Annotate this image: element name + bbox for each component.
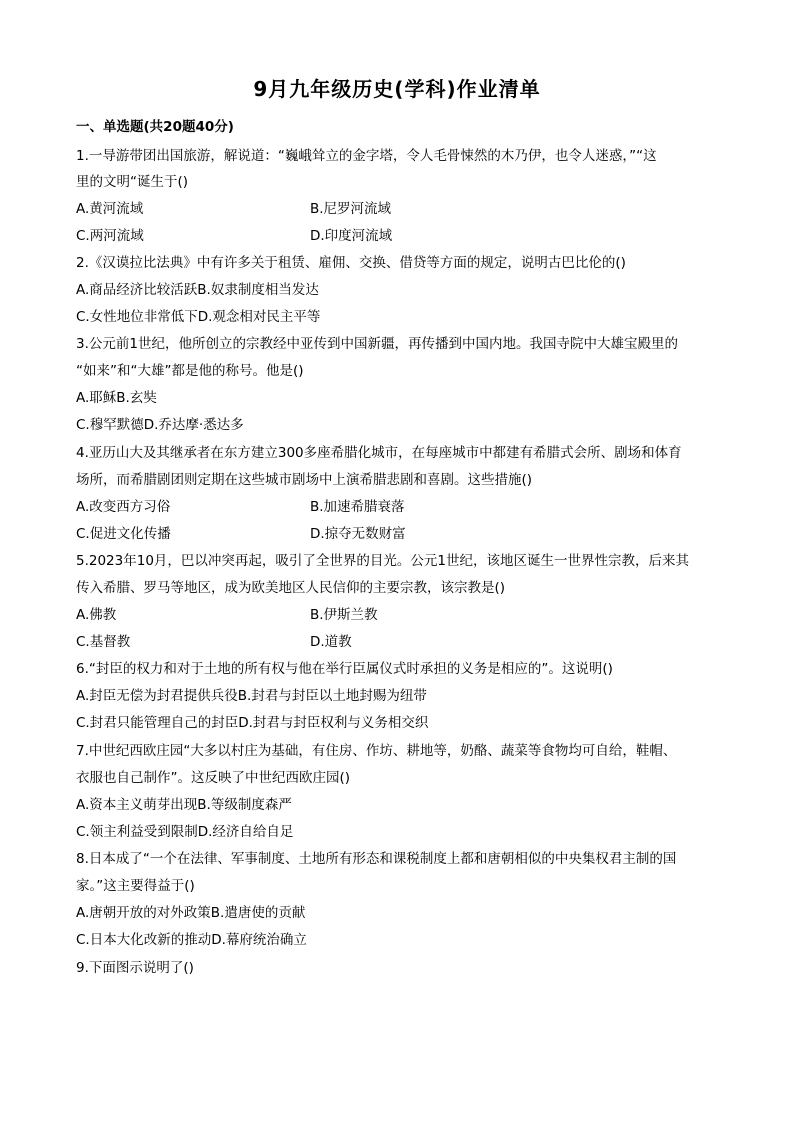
question-5-stem-line-1: 5.2023年10月，巴以冲突再起，吸引了全世界的目光。公元1世纪，该地区诞生一世界性宗教，后来其: [76, 553, 690, 569]
section-heading: 一、单选题(共20题40分): [76, 119, 234, 135]
question-1-stem-line-1: 1.一导游带团出国旅游，解说道：“巍峨耸立的金字塔，令人毛骨悚然的木乃伊，也令人迷惑，”“这: [76, 148, 657, 164]
question-4-option-d: D.掠夺无数财富: [310, 526, 406, 542]
question-7-stem-line-1: 7.中世纪西欧庄园“大多以村庄为基础，有住房、作坊、耕地等，奶酪、蔬菜等食物均可自给，鞋帽、: [76, 743, 677, 759]
question-3-options-ab: A.耶稣B.玄奘: [76, 390, 157, 406]
question-5-option-c: C.基督教: [76, 634, 131, 650]
question-1-option-d: D.印度河流域: [310, 228, 393, 244]
question-4-stem-line-2: 场所，而希腊剧团则定期在这些城市剧场中上演希腊悲剧和喜剧。这些措施(): [76, 472, 533, 488]
question-7-stem-line-2: 衣服也自己制作”。这反映了中世纪西欧庄园(): [76, 770, 351, 786]
question-1-option-c: C.两河流域: [76, 228, 144, 244]
question-7-options-cd: C.领主利益受到限制D.经济自给自足: [76, 824, 294, 840]
question-8-options-cd: C.日本大化改新的推动D.幕府统治确立: [76, 932, 307, 948]
question-3-stem-line-1: 3.公元前1世纪，他所创立的宗教经中亚传到中国新疆，再传播到中国内地。我国寺院中大雄宝殿里的: [76, 336, 678, 352]
question-8-stem-line-2: 家。”这主要得益于(): [76, 878, 195, 894]
question-3-options-cd: C.穆罕默德D.乔达摩·悉达多: [76, 417, 244, 433]
question-5-stem-line-2: 传入希腊、罗马等地区，成为欧美地区人民信仰的主要宗教，该宗教是(): [76, 580, 506, 596]
question-1-stem-line-2: 里的文明“诞生于(): [76, 174, 189, 190]
question-4-stem-line-1: 4.亚历山大及其继承者在东方建立300多座希腊化城市，在每座城市中都建有希腊式会所、剧场和体育: [76, 445, 682, 461]
question-5-option-a: A.佛教: [76, 607, 117, 623]
question-5-option-b: B.伊斯兰教: [310, 607, 378, 623]
question-4-option-c: C.促进文化传播: [76, 526, 171, 542]
question-1-option-a: A.黄河流域: [76, 201, 144, 217]
question-2-options-ab: A.商品经济比较活跃B.奴隶制度相当发达: [76, 282, 319, 298]
question-3-stem-line-2: “如来”和“大雄”都是他的称号。他是(): [76, 363, 304, 379]
question-7-options-ab: A.资本主义萌芽出现B.等级制度森严: [76, 797, 292, 813]
question-2-stem-line-1: 2.《汉谟拉比法典》中有许多关于租赁、雇佣、交换、借贷等方面的规定，说明古巴比伦的(): [76, 255, 626, 271]
question-4-option-a: A.改变西方习俗: [76, 499, 171, 515]
question-9-stem-line-1: 9.下面图示说明了(): [76, 960, 194, 976]
question-8-options-ab: A.唐朝开放的对外政策B.遣唐使的贡献: [76, 905, 306, 921]
question-8-stem-line-1: 8.日本成了“一个在法律、军事制度、土地所有形态和课税制度上都和唐朝相似的中央集权君主制的国: [76, 851, 677, 867]
question-2-options-cd: C.女性地位非常低下D.观念相对民主平等: [76, 309, 321, 325]
question-5-option-d: D.道教: [310, 634, 352, 650]
question-6-options-ab: A.封臣无偿为封君提供兵役B.封君与封臣以土地封赐为纽带: [76, 688, 427, 704]
question-1-option-b: B.尼罗河流域: [310, 201, 392, 217]
question-6-options-cd: C.封君只能管理自己的封臣D.封君与封臣权利与义务相交织: [76, 715, 429, 731]
page-title: 9月九年级历史(学科)作业清单: [253, 77, 541, 101]
question-4-option-b: B.加速希腊衰落: [310, 499, 405, 515]
question-6-stem-line-1: 6.“封臣的权力和对于土地的所有权与他在举行臣属仪式时承担的义务是相应的”。这说明(): [76, 661, 613, 677]
